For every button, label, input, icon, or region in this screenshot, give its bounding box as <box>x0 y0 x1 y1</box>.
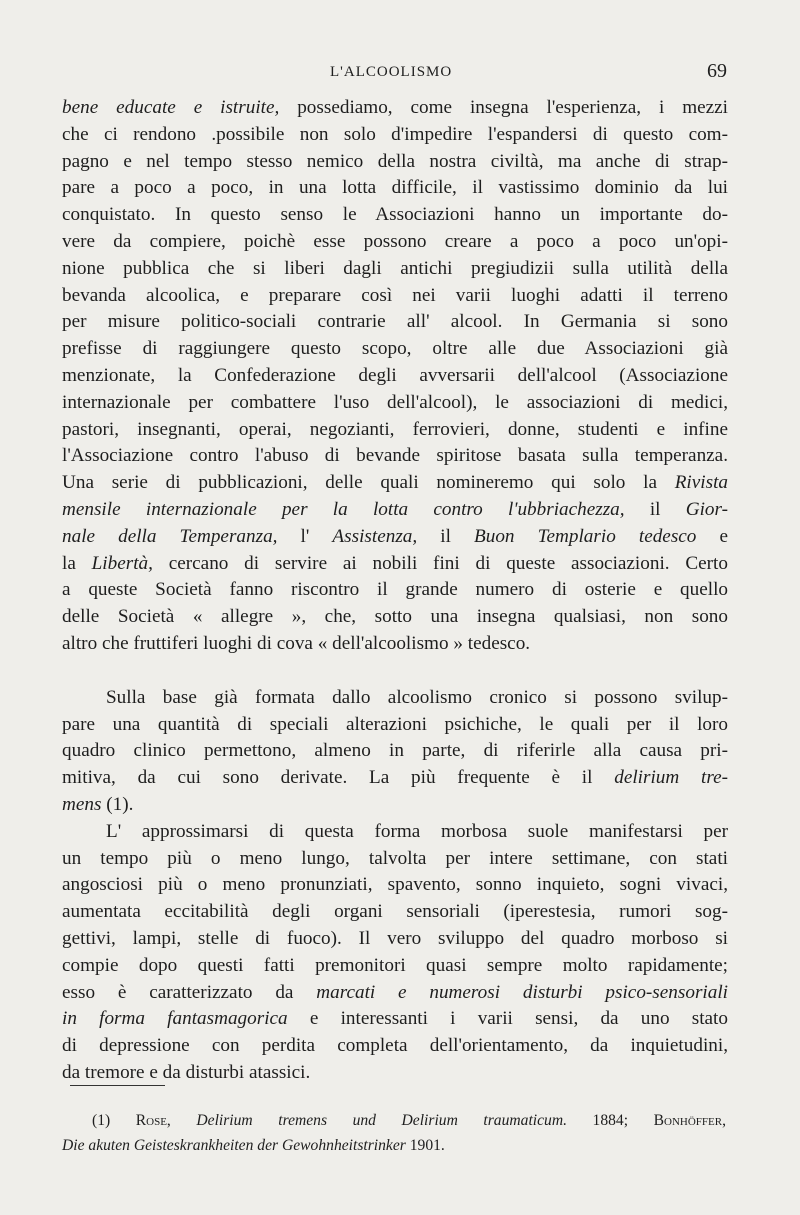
text-line: angosciosi più o meno pronunziati, spavento, sonno inquieto, sogni vivaci, <box>62 874 728 896</box>
text-line: pastori, insegnanti, operai, negozianti, ferrovieri, donne, studenti e infine <box>62 418 728 440</box>
text-line <box>62 497 728 524</box>
text-run: 1884; <box>566 1112 654 1129</box>
text-line: per misure politico-sociali contrarie all' alcool. In Germania si sono <box>62 311 728 333</box>
text-line: che ci rendono .possibile non solo d'impedire l'espandersi di questo com- <box>62 123 728 145</box>
text-line <box>62 980 728 1007</box>
footnote-ref: (1). <box>101 793 134 815</box>
italic-title: nale della Temperanza, <box>62 525 278 547</box>
work-title: Die akuten Geisteskrankheiten der Gewohnheitstrinker <box>62 1137 406 1154</box>
footnote-divider <box>70 1085 165 1086</box>
text-line: pare a poco a poco, in una lotta difficile, il vastissimo dominio da lui <box>62 177 728 199</box>
text-line <box>62 470 728 497</box>
text-run: la <box>62 552 92 574</box>
italic-title: Rivista <box>674 472 728 494</box>
italic-title: Gior- <box>685 498 728 520</box>
page-header <box>0 60 800 88</box>
text-run: mitiva, da cui sono derivate. La più frequente è il <box>62 767 615 789</box>
text-line <box>62 765 728 792</box>
text-line: gettivi, lampi, stelle di fuoco). Il vero sviluppo del quadro morboso si <box>62 927 728 949</box>
italic-phrase: bene educate e istruite, <box>62 97 280 118</box>
page-number: 69 <box>707 60 727 82</box>
text-run: il <box>624 498 686 520</box>
text-line: di depressione con perdita completa dell'orientamento, da inquietudini, <box>62 1035 728 1057</box>
italic-title: Libertà, <box>91 552 153 574</box>
text-line: prefisse di raggiungere questo scopo, oltre alle due Associazioni già <box>62 338 728 360</box>
text-line: a queste Società fanno riscontro il grande numero di osterie e quello <box>62 579 728 601</box>
text-line: un tempo più o meno lungo, talvolta per intere settimane, con stati <box>62 847 728 869</box>
paragraph-spacer <box>62 658 728 685</box>
text-line: pare una quantità di speciali alterazioni psichiche, le quali per il loro <box>62 713 728 735</box>
running-title: L'ALCOOLISMO <box>330 64 453 80</box>
text-run: possediamo, come insegna l'esperienza, i mezzi <box>279 97 728 118</box>
text-line: aumentata eccitabilità degli organi sensoriali (iperestesia, rumori sog- <box>62 901 728 923</box>
author-name: Rose, <box>135 1112 171 1129</box>
text-line <box>62 792 728 819</box>
italic-title: Buon Templario tedesco <box>474 525 697 547</box>
text-line: da tremore e da disturbi atassici. <box>62 1061 311 1083</box>
text-line: delle Società « allegre », che, sotto una insegna qualsiasi, non sono <box>62 606 728 628</box>
text-line: menzionate, la Confederazione degli avversarii dell'alcool (Associazione <box>62 364 728 386</box>
text-run: e <box>696 525 728 547</box>
author-name: Bonhöffer, <box>653 1112 726 1129</box>
italic-title: Assistenza, <box>332 525 418 547</box>
footnote-line <box>62 1108 726 1133</box>
italic-phrase: in forma fantasmagorica <box>62 1008 288 1030</box>
paragraph-1 <box>62 95 728 658</box>
work-title: Delirium tremens und Delirium traumaticum. <box>196 1112 567 1129</box>
text-run: cercano di servire ai nobili fini di queste associazioni. Certo <box>152 552 728 574</box>
text-run <box>171 1112 197 1129</box>
text-line: compie dopo questi fatti premonitori quasi sempre molto rapidamente; <box>62 954 728 976</box>
italic-term: mens <box>62 793 102 815</box>
footnote-line <box>62 1133 726 1158</box>
text-line: L' approssimarsi di questa forma morbosa suole manifestarsi per <box>106 820 728 842</box>
text-run: il <box>417 525 475 547</box>
text-line: vere da compiere, poichè esse possono creare a poco a poco un'opi- <box>62 230 728 252</box>
text-line: l'Associazione contro l'abuso di bevande spiritose basata sulla temperanza. <box>62 445 728 467</box>
text-run: Una serie di pubblicazioni, delle quali nomineremo qui solo la <box>62 472 675 494</box>
italic-title: mensile internazionale per la lotta contro l'ubbriachezza, <box>62 498 625 520</box>
paragraph-2 <box>62 685 728 819</box>
text-line: internazionale per combattere l'uso dell'alcool), le associazioni di medici, <box>62 391 728 413</box>
text-line: altro che fruttiferi luoghi di cova « dell'alcoolismo » tedesco. <box>62 632 531 654</box>
text-line: quadro clinico permettono, almeno in parte, di riferirle alla causa pri- <box>62 740 728 762</box>
text-run: esso è caratterizzato da <box>62 981 317 1003</box>
italic-term: delirium tre- <box>614 767 728 789</box>
text-line <box>62 551 728 578</box>
text-line: bevanda alcoolica, e preparare così nei varii luoghi adatti il terreno <box>62 284 728 306</box>
footnote-marker: (1) <box>92 1112 136 1129</box>
text-line: nione pubblica che si liberi dagli antichi pregiudizii sulla utilità della <box>62 257 728 279</box>
italic-phrase: marcati e numerosi disturbi psico-sensoriali <box>316 981 728 1003</box>
text-line: Sulla base già formata dallo alcoolismo cronico si possono svilup- <box>106 686 728 708</box>
text-run: 1901. <box>405 1137 445 1154</box>
text-line <box>62 1006 728 1033</box>
text-line <box>62 95 728 122</box>
paragraph-3 <box>62 819 728 1087</box>
text-run: l' <box>277 525 333 547</box>
text-line: pagno e nel tempo stesso nemico della nostra civiltà, ma anche di strap- <box>62 150 728 172</box>
text-line: conquistato. In questo senso le Associazioni hanno un importante do- <box>62 204 728 226</box>
text-line <box>62 524 728 551</box>
footnote <box>62 1108 726 1158</box>
text-run: e interessanti i varii sensi, da uno stato <box>287 1008 728 1030</box>
body-text <box>62 95 728 1087</box>
